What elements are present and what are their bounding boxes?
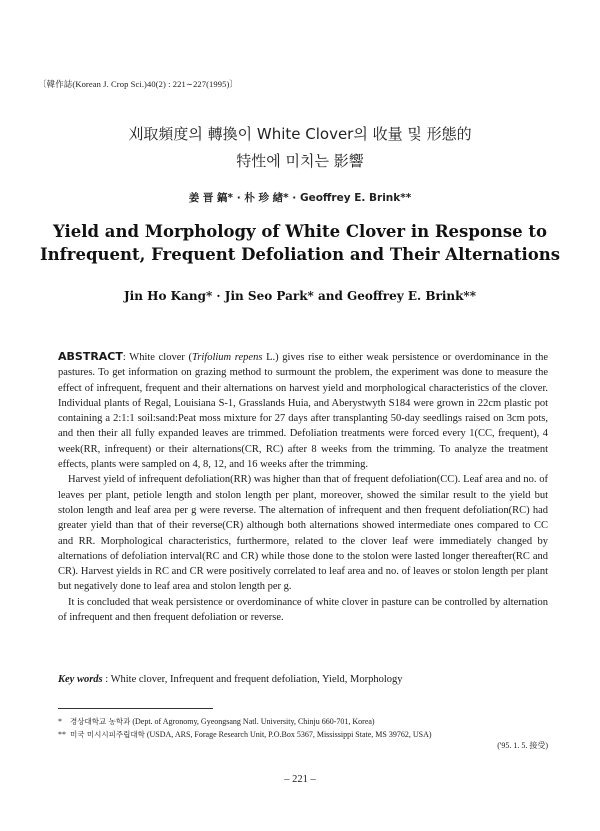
english-title-line-1: Yield and Morphology of White Clover in Response to — [52, 222, 548, 241]
footnote-1-mark: * — [58, 717, 62, 726]
keywords-text: : White clover, Infrequent and frequent defoliation, Yield, Morphology — [105, 674, 403, 685]
abstract-paragraph-3: It is concluded that weak persistence or overdominance of white clover in pasture can be controlled by alternation of infrequent and then frequent defoliation or reverse. — [58, 596, 548, 624]
footnote-2-korean: 미국 미시시피주립대학 — [70, 730, 145, 739]
keywords-label: Key words — [58, 674, 103, 685]
footnote-2-mark: ** — [58, 730, 66, 739]
english-title-line-2: Infrequent, Frequent Defoliation and Their Alternations — [39, 245, 561, 264]
page-number: – 221 – — [284, 774, 316, 785]
abstract-label: ABSTRACT — [58, 350, 123, 363]
abstract-p1-start: : White clover ( — [122, 352, 193, 363]
footnote-2-text: (USDA, ARS, Forage Research Unit, P.O.Box 5367, Mississippi State, MS 39762, USA) — [144, 730, 432, 739]
footnote-1-korean: 경상대학교 농학과 — [70, 717, 131, 726]
species-name: Trifolium repens — [192, 352, 263, 363]
korean-title-line-1: 刈取頻度의 轉換이 White Clover의 收量 및 形態的 — [128, 125, 472, 143]
keywords — [58, 674, 548, 685]
footnote-1 — [58, 716, 548, 727]
korean-authors: 姜 晋 鎬* · 朴 珍 緖* · Geoffrey E. Brink** — [188, 192, 412, 204]
footnote-2 — [58, 729, 548, 740]
abstract-p1-rest: L.) gives rise to either weak persistence or overdominance in the pastures. To get information on grazing method to surmount the problem, the experiment was done to measure the effect of infrequent, frequent and their alternations on harvest yield and morphological characteristics of the clover. Individual plants of Regal, Louisiana S-1, Grasslands Huia, and Aberystwyth S184 were grown in 22cm plastic pot containing a 2:1:1 soil:sand:Peat moss mixture for 27 days after transplanting 50-day seedlings raised on 3cm pots, and then their all fully expanded leaves are trimmed. Defoliation treatments were forced every 1(CC, frequent), 4 week(RR, infrequent) or their alternations(CR, RC) after 8 weeks from the trimming. To analyze the treatment effects, plants were sampled on 4, 8, 12, and 16 weeks after the trimming. — [58, 352, 548, 471]
abstract-paragraph-2: Harvest yield of infrequent defoliation(RR) was higher than that of frequent defoliation(CC). Leaf area and no. of leaves per plant, petiole length and stolon length per plant, moreover, showed the similar result to the yield but stolon length and leaf area per g were reverse. The alternation of infrequent and then frequent defoliation(RC) had greater yield than that of their reverse(CR) although both alternations showed intermediate ones compared to CC and RR. Morphological characteristics, furthermore, related to the clover leaf were immediately changed by alternations of defoliation interval(RC and CR) while those done to the stolon were lasted longer thereafter(RC and CR). Harvest yields in RC and CR were positively correlated to leaf area and no. of leaves or stolon length per plant but negatively done to leaf area and stolon length per g. — [58, 474, 548, 593]
korean-title-line-2: 特性에 미치는 影響 — [236, 152, 364, 170]
journal-reference: 〔韓作誌(Korean J. Crop Sci.)40(2) : 221∼227(1995)〕 — [38, 79, 238, 89]
abstract-paragraph-1 — [58, 349, 548, 472]
footnote-divider — [58, 708, 213, 709]
english-authors: Jin Ho Kang* · Jin Seo Park* and Geoffrey E. Brink** — [123, 289, 476, 303]
footnote-1-text: (Dept. of Agronomy, Gyeongsang Natl. University, Chinju 660-701, Korea) — [130, 717, 375, 726]
received-date: ('95. 1. 5. 接受) — [497, 741, 548, 750]
abstract — [58, 349, 548, 625]
